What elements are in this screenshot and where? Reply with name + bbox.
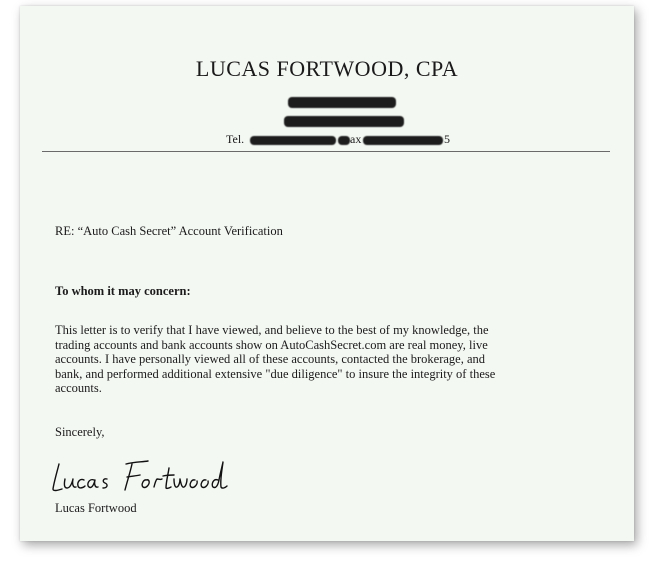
redacted-address-line-2 — [284, 116, 404, 127]
tel-label: Tel. — [226, 132, 245, 146]
subject-line: RE: “Auto Cash Secret” Account Verification — [55, 224, 283, 238]
body-line-5: accounts. — [55, 381, 102, 395]
closing: Sincerely, — [55, 425, 105, 439]
redacted-fax-number — [363, 136, 443, 145]
body-line-2: trading accounts and bank accounts show on AutoCashSecret.com are real money, live — [55, 337, 488, 352]
letterhead-divider — [42, 151, 610, 152]
signer-name: Lucas Fortwood — [55, 501, 137, 515]
phone-end-fragment: 5 — [444, 132, 450, 146]
letterhead-name: LUCAS FORTWOOD, CPA — [195, 56, 459, 81]
letter-body — [55, 323, 555, 396]
handwritten-signature — [50, 458, 230, 500]
redacted-fax-prefix — [338, 136, 350, 145]
redacted-address-line-1 — [288, 97, 396, 108]
body-line-4: bank, and performed additional extensive "due diligence" to insure the integrity of these — [55, 366, 496, 381]
redacted-phone-number — [250, 136, 336, 145]
signature-alt-text: Lucas Fortwood — [50, 458, 57, 459]
letter-paper — [20, 6, 634, 541]
body-line-1: This letter is to verify that I have viewed, and believe to the best of my knowledge, the — [55, 323, 489, 337]
fax-label-fragment: ax — [350, 132, 362, 146]
body-line-3: accounts. I have personally viewed all of these accounts, contacted the brokerage, and — [55, 352, 486, 366]
salutation: To whom it may concern: — [55, 284, 191, 298]
